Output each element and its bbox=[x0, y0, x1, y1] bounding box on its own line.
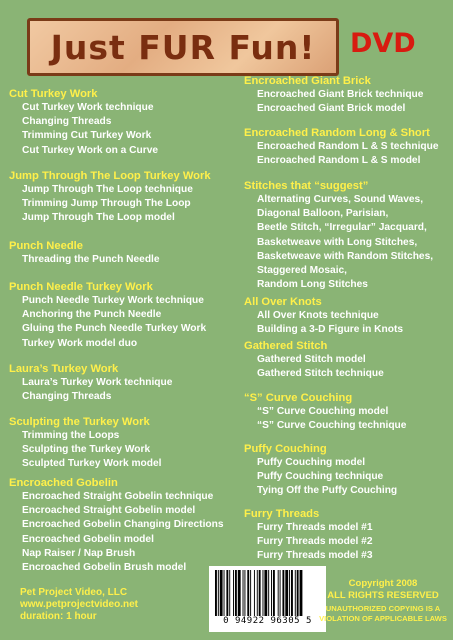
section-item: Tying Off the Puffy Couching bbox=[257, 485, 398, 497]
section-encroached-random-long-short bbox=[244, 127, 439, 168]
publisher-info bbox=[20, 587, 138, 623]
section-item: Laura’s Turkey Work technique bbox=[22, 377, 173, 388]
copyright-line: Copyright 2008 bbox=[348, 578, 418, 589]
barcode-bar bbox=[224, 570, 225, 616]
barcode-bar bbox=[259, 570, 261, 616]
section-heading: Encroached Random Long & Short bbox=[244, 127, 430, 139]
barcode-bar bbox=[278, 570, 279, 616]
section-item: Gathered Stitch model bbox=[257, 354, 366, 365]
barcode-bar bbox=[238, 570, 241, 616]
section-gathered-stitch bbox=[244, 340, 384, 381]
section-stitches-that-suggest bbox=[244, 180, 433, 292]
title: Just FUR Fun! bbox=[50, 27, 316, 67]
barcode-bar bbox=[215, 570, 217, 616]
barcode-bar bbox=[220, 570, 223, 616]
section-item: “S” Curve Couching technique bbox=[257, 420, 407, 432]
section-item: Encroached Random L & S model bbox=[257, 155, 421, 167]
barcode-bar bbox=[280, 570, 281, 616]
section-item: Changing Threads bbox=[22, 116, 112, 128]
publisher-name: Pet Project Video, LLC bbox=[20, 587, 128, 598]
section-item: Encroached Giant Brick technique bbox=[257, 89, 424, 100]
section-item: Building a 3-D Figure in Knots bbox=[257, 324, 404, 336]
barcode-bar bbox=[297, 570, 299, 616]
section-item: Trimming Jump Through The Loop bbox=[22, 198, 191, 210]
barcode-bar bbox=[226, 570, 228, 616]
section-heading: Encroached Gobelin bbox=[9, 477, 118, 489]
barcode-bar bbox=[243, 570, 244, 616]
section-item: Jump Through The Loop model bbox=[22, 212, 175, 224]
section-item: Anchoring the Punch Needle bbox=[22, 309, 162, 321]
section-heading: Sculpting the Turkey Work bbox=[9, 416, 150, 428]
copyright-block bbox=[319, 578, 447, 624]
section-item: Encroached Straight Gobelin model bbox=[22, 505, 196, 517]
section-cut-turkey-work bbox=[9, 88, 158, 158]
section-item: Trimming the Loops bbox=[22, 430, 120, 441]
section-heading: Jump Through The Loop Turkey Work bbox=[9, 170, 211, 182]
section-item: Cut Turkey Work on a Curve bbox=[22, 144, 159, 156]
section-encroached-giant-brick bbox=[244, 75, 423, 116]
barcode-bar bbox=[273, 570, 275, 616]
section-item: Sculpting the Turkey Work bbox=[22, 444, 151, 456]
section-punch-needle bbox=[9, 240, 160, 267]
section-item: Puffy Couching technique bbox=[257, 471, 384, 483]
barcode-bar bbox=[229, 570, 230, 616]
title-banner bbox=[27, 18, 339, 76]
section-item: Threading the Punch Needle bbox=[22, 254, 160, 265]
section-encroached-gobelin bbox=[9, 477, 224, 575]
section-heading: Furry Threads bbox=[244, 508, 320, 520]
barcode-bar bbox=[257, 570, 258, 616]
section-heading: Stitches that “suggest” bbox=[244, 180, 369, 192]
section-item: Random Long Stitches bbox=[257, 279, 368, 291]
barcode-number: 0 94922 96305 5 bbox=[223, 616, 312, 626]
section-item: Furry Threads model #1 bbox=[257, 522, 373, 533]
barcode-bar bbox=[250, 570, 251, 616]
section-heading: Gathered Stitch bbox=[244, 340, 328, 352]
section-heading: All Over Knots bbox=[244, 296, 322, 308]
section-item: All Over Knots technique bbox=[257, 310, 379, 321]
section-item: Jump Through The Loop technique bbox=[22, 184, 193, 195]
section-all-over-knots bbox=[244, 296, 403, 337]
section-item: Sculpted Turkey Work model bbox=[22, 458, 162, 470]
section-item: Furry Threads model #3 bbox=[257, 550, 373, 562]
barcode-bar bbox=[268, 570, 269, 616]
barcode-bar bbox=[247, 570, 249, 616]
section-item: Changing Threads bbox=[22, 391, 112, 403]
section-item: Basketweave with Long Stitches, bbox=[257, 236, 418, 248]
barcode-bar bbox=[300, 570, 303, 616]
section-item: Furry Threads model #2 bbox=[257, 536, 373, 548]
section-furry-threads bbox=[244, 508, 373, 564]
section-puffy-couching bbox=[244, 443, 397, 499]
section-heading: Laura’s Turkey Work bbox=[9, 363, 119, 375]
barcode-bar bbox=[282, 570, 284, 616]
section-heading: Cut Turkey Work bbox=[9, 88, 98, 100]
copying-warning bbox=[319, 604, 447, 624]
section-item: Encroached Straight Gobelin technique bbox=[22, 491, 214, 502]
section-item: Puffy Couching model bbox=[257, 457, 366, 468]
section-item: Encroached Gobelin Changing Directions bbox=[22, 519, 224, 531]
publisher-url[interactable]: www.petprojectvideo.net bbox=[20, 599, 138, 610]
warning-line-2: VIOLATION OF APPLICABLE LAWS bbox=[319, 614, 447, 623]
section-item: Cut Turkey Work technique bbox=[22, 102, 154, 113]
section-heading: “S” Curve Couching bbox=[244, 392, 353, 404]
section-jump-through-the-loop-turkey-work bbox=[9, 170, 211, 226]
section-item: Basketweave with Random Stitches, bbox=[257, 250, 434, 262]
barcode-bar bbox=[285, 570, 288, 616]
section-laura-s-turkey-work bbox=[9, 363, 172, 404]
section-item: “S” Curve Couching model bbox=[257, 406, 389, 417]
section-item: Beetle Stitch, “Irregular” Jacquard, bbox=[257, 222, 427, 234]
section-item: Encroached Gobelin Brush model bbox=[22, 562, 187, 574]
barcode-bar bbox=[254, 570, 255, 616]
section-item: Gathered Stitch technique bbox=[257, 368, 384, 380]
section-item: Diagonal Balloon, Parisian, bbox=[257, 208, 389, 220]
barcode-bar bbox=[264, 570, 267, 616]
section-heading: Punch Needle Turkey Work bbox=[9, 281, 153, 293]
section-item: Encroached Gobelin model bbox=[22, 533, 154, 545]
section-punch-needle-turkey-work bbox=[9, 281, 206, 351]
barcode-bar bbox=[218, 570, 219, 616]
barcode-bars bbox=[215, 570, 320, 616]
section-item: Encroached Random L & S technique bbox=[257, 141, 439, 152]
section-item: Punch Needle Turkey Work technique bbox=[22, 295, 204, 306]
section-item: Gluing the Punch Needle Turkey Work bbox=[22, 323, 207, 335]
section-item: Staggered Mosaic, bbox=[257, 265, 348, 277]
barcode-bar bbox=[233, 570, 234, 616]
dvd-badge: DVD bbox=[350, 28, 416, 59]
barcode-bar bbox=[235, 570, 237, 616]
section-heading: Encroached Giant Brick bbox=[244, 75, 371, 87]
barcode-bar bbox=[295, 570, 296, 616]
section-item: Encroached Giant Brick model bbox=[257, 103, 406, 115]
barcode-bar bbox=[271, 570, 272, 616]
barcode-bar bbox=[244, 570, 245, 616]
rights-line: ALL RIGHTS RESERVED bbox=[327, 589, 439, 601]
section-s-curve-couching bbox=[244, 392, 406, 433]
section-item: Nap Raiser / Nap Brush bbox=[22, 547, 136, 559]
section-heading: Puffy Couching bbox=[244, 443, 327, 455]
barcode-bar bbox=[289, 570, 290, 616]
warning-line-1: UNAUTHORIZED COPYING IS A bbox=[325, 604, 441, 613]
barcode-bar bbox=[291, 570, 293, 616]
section-item: Trimming Cut Turkey Work bbox=[22, 130, 152, 142]
barcode-bar bbox=[263, 570, 264, 616]
duration: duration: 1 hour bbox=[20, 611, 97, 622]
section-heading: Punch Needle bbox=[9, 240, 83, 252]
section-item: Turkey Work model duo bbox=[22, 337, 138, 349]
section-item: Alternating Curves, Sound Waves, bbox=[257, 194, 424, 205]
barcode bbox=[209, 566, 326, 632]
section-sculpting-the-turkey-work bbox=[9, 416, 161, 472]
